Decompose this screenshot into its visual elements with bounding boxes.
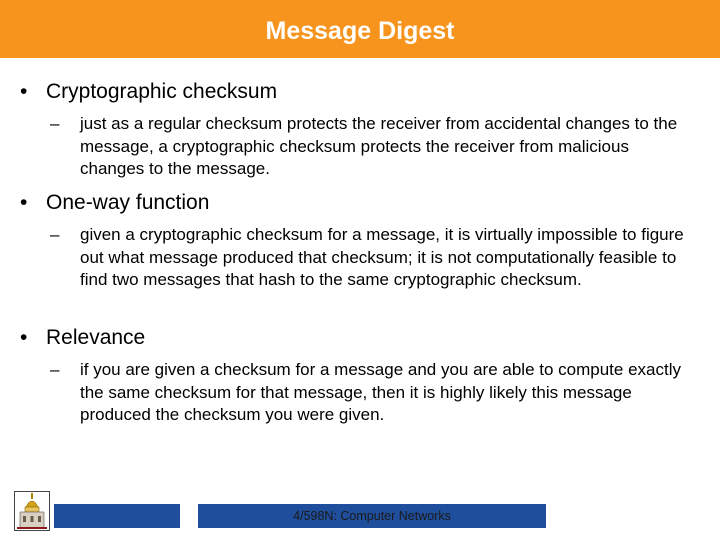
dash-icon: – — [50, 360, 60, 379]
footer-course-label: 4/598N: Computer Networks — [293, 509, 451, 523]
title-bar — [0, 0, 720, 58]
bullet-one-way-function — [20, 190, 209, 215]
sub-point-one-way-function — [50, 224, 690, 292]
golden-dome-icon — [14, 491, 50, 531]
sub-point-relevance — [50, 359, 690, 427]
bullet-relevance — [20, 325, 145, 350]
footer-bar-left — [54, 504, 180, 528]
dash-icon: – — [50, 114, 60, 133]
bullet-dot-icon: • — [20, 191, 28, 214]
slide-title: Message Digest — [265, 16, 455, 45]
bullet-label: Relevance — [46, 326, 146, 349]
dash-icon: – — [50, 225, 60, 244]
sub-point-text: just as a regular checksum protects the receiver from accidental changes to the message, a cryptographic checksum protects the receiver from malicious changes to the message. — [80, 114, 678, 178]
bullet-cryptographic-checksum — [20, 79, 277, 104]
bullet-dot-icon: • — [20, 326, 28, 349]
sub-point-text: given a cryptographic checksum for a message, it is virtually impossible to figure out what message produced that checksum; it is not computationally feasible to find two messages that hash to the same cryptographic checksum. — [80, 225, 684, 289]
bullet-label: One-way function — [46, 191, 210, 214]
sub-point-cryptographic-checksum — [50, 113, 690, 181]
sub-point-text: if you are given a checksum for a message and you are able to compute exactly the same checksum for that message, then it is highly likely this message produced the checksum you were given. — [80, 360, 681, 424]
bullet-label: Cryptographic checksum — [46, 80, 278, 103]
bullet-dot-icon: • — [20, 80, 28, 103]
